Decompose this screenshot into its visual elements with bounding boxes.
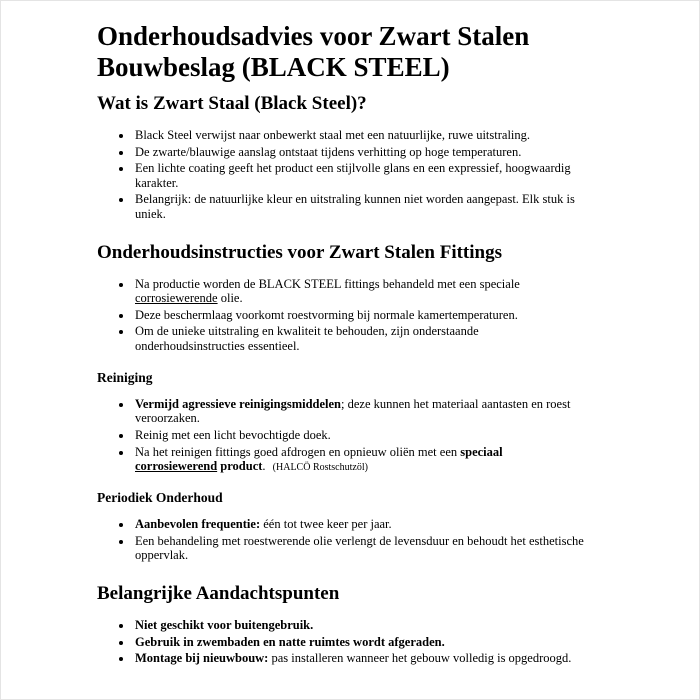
- list-reiniging: [97, 397, 585, 474]
- subheading-reiniging: Reiniging: [97, 369, 153, 385]
- list-item: [133, 397, 585, 426]
- list-item: [133, 161, 585, 190]
- list-item: [133, 192, 585, 221]
- list-periodiek: [97, 517, 585, 563]
- list-item-text: Deze beschermlaag voorkomt roestvorming bij normale kamertemperaturen.: [135, 307, 518, 322]
- list-item-bold-text: product: [217, 459, 263, 474]
- list-item: [133, 428, 585, 443]
- heading-onderhoudsinstructies: Onderhoudsinstructies voor Zwart Stalen Fittings: [97, 241, 503, 263]
- subheading-periodiek-onderhoud: Periodiek Onderhoud: [97, 490, 223, 506]
- list-item-bold-text: Montage bij nieuwbouw:: [135, 651, 269, 666]
- list-item-text: Reinig met een licht bevochtigde doek.: [135, 428, 331, 443]
- list-item-text: .: [262, 459, 269, 474]
- list-item-text: De zwarte/blauwige aanslag ontstaat tijdens verhitting op hoge temperaturen.: [135, 144, 522, 159]
- list-item-bold-text: speciaal: [460, 444, 503, 459]
- list-item: [133, 277, 585, 306]
- list-item-text: Na het reinigen fittings goed afdrogen en opnieuw oliën met een: [135, 444, 461, 459]
- list-item: [133, 445, 585, 474]
- list-item-text: Om de unieke uitstraling en kwaliteit te behouden, zijn onderstaande onderhoudsinstructies essentieel.: [135, 324, 479, 354]
- list-what-is: [97, 128, 585, 222]
- underlined-term: corrosiewerende: [135, 291, 218, 306]
- list-item: [133, 517, 585, 532]
- list-item-text: Een lichte coating geeft het product een stijlvolle glans en een expressief, hoogwaardig karakter.: [135, 161, 571, 190]
- list-item-bold-text: Niet geschikt voor buitengebruik.: [135, 617, 314, 632]
- list-item-text: pas installeren wanneer het gebouw volledig is opgedroogd.: [268, 651, 572, 666]
- list-item: [133, 145, 585, 160]
- list-item: [133, 635, 585, 650]
- list-item-text: Een behandeling met roestwerende olie verlengt de levensduur en behoudt het esthetische oppervlak.: [135, 533, 584, 563]
- list-item-text: één tot twee keer per jaar.: [260, 517, 392, 532]
- underlined-term: corrosiewerend: [135, 459, 218, 474]
- list-item: [133, 534, 585, 563]
- list-item-text: ; deze kunnen het materiaal aantasten en roest veroorzaken.: [135, 396, 571, 426]
- document-title: Onderhoudsadvies voor Zwart Stalen Bouwbeslag (BLACK STEEL): [97, 21, 530, 83]
- list-item-text: Na productie worden de BLACK STEEL fittings behandeld met een speciale: [135, 276, 520, 291]
- list-item: [133, 308, 585, 323]
- list-item-text: olie.: [217, 291, 243, 306]
- product-note: (HALCÖ Rostschutzöl): [272, 462, 368, 474]
- list-item-bold-text: Gebruik in zwembaden en natte ruimtes wordt afgeraden.: [135, 634, 445, 649]
- heading-belangrijke-aandachtspunten: Belangrijke Aandachtspunten: [97, 583, 340, 605]
- list-item-bold-text: Vermijd agressieve reinigingsmiddelen: [135, 396, 342, 411]
- list-item: [133, 324, 585, 353]
- list-instructions: [97, 277, 585, 354]
- list-item-bold-text: Aanbevolen frequentie:: [135, 517, 261, 532]
- list-item-text: Belangrijk: de natuurlijke kleur en uitstraling kunnen niet worden aangepast. Elk stuk is uniek.: [135, 192, 575, 222]
- list-aandachtspunten: [97, 618, 585, 666]
- list-item-text: Black Steel verwijst naar onbewerkt staal met een natuurlijke, ruwe uitstraling.: [135, 127, 531, 142]
- list-item: [133, 618, 585, 633]
- list-item: [133, 128, 585, 143]
- heading-what-is-black-steel: Wat is Zwart Staal (Black Steel)?: [97, 93, 367, 115]
- list-item: [133, 651, 585, 666]
